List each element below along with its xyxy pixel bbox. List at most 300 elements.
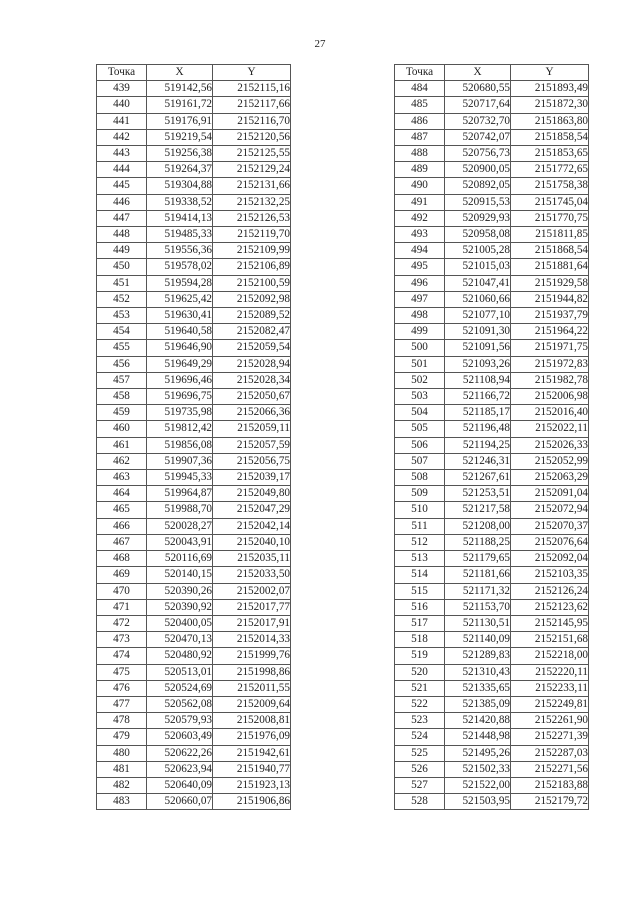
cell-point: 523 (395, 713, 445, 729)
table-row (395, 794, 589, 810)
cell-x: 521495,26 (445, 745, 511, 761)
cell-point: 455 (97, 340, 147, 356)
cell-point: 452 (97, 291, 147, 307)
cell-x: 519338,52 (147, 194, 213, 210)
cell-y: 2151772,65 (511, 162, 589, 178)
cell-point: 513 (395, 551, 445, 567)
cell-point: 469 (97, 567, 147, 583)
cell-point: 501 (395, 356, 445, 372)
table-row (395, 761, 589, 777)
cell-point: 474 (97, 648, 147, 664)
cell-x: 520513,01 (147, 664, 213, 680)
coordinates-table-right (394, 64, 589, 810)
cell-x: 520929,93 (445, 210, 511, 226)
cell-x: 520742,07 (445, 129, 511, 145)
table-row (395, 113, 589, 129)
cell-y: 2152109,99 (213, 243, 291, 259)
table-row (97, 518, 291, 534)
cell-point: 464 (97, 486, 147, 502)
cell-point: 460 (97, 421, 147, 437)
cell-point: 477 (97, 696, 147, 712)
table-header-row (395, 65, 589, 81)
cell-x: 521015,03 (445, 259, 511, 275)
cell-x: 520400,05 (147, 615, 213, 631)
table-row (97, 259, 291, 275)
table-row (395, 729, 589, 745)
cell-y: 2152271,39 (511, 729, 589, 745)
cell-y: 2152092,04 (511, 551, 589, 567)
table-row (395, 453, 589, 469)
cell-y: 2152151,68 (511, 632, 589, 648)
cell-y: 2151923,13 (213, 777, 291, 793)
cell-point: 515 (395, 583, 445, 599)
cell-y: 2152116,70 (213, 113, 291, 129)
cell-y: 2152082,47 (213, 324, 291, 340)
table-row (97, 534, 291, 550)
cell-x: 519625,42 (147, 291, 213, 307)
table-row (395, 518, 589, 534)
cell-point: 482 (97, 777, 147, 793)
cell-x: 521181,66 (445, 567, 511, 583)
cell-y: 2151944,82 (511, 291, 589, 307)
cell-y: 2152049,80 (213, 486, 291, 502)
table-row (97, 81, 291, 97)
cell-x: 520390,26 (147, 583, 213, 599)
table-row (97, 308, 291, 324)
cell-y: 2152022,11 (511, 421, 589, 437)
cell-y: 2151868,54 (511, 243, 589, 259)
cell-point: 500 (395, 340, 445, 356)
cell-y: 2151942,61 (213, 745, 291, 761)
cell-y: 2152091,04 (511, 486, 589, 502)
cell-y: 2151972,83 (511, 356, 589, 372)
cell-x: 520900,05 (445, 162, 511, 178)
cell-x: 520562,08 (147, 696, 213, 712)
table-row (97, 696, 291, 712)
cell-x: 519176,91 (147, 113, 213, 129)
cell-x: 521166,72 (445, 389, 511, 405)
cell-point: 492 (395, 210, 445, 226)
cell-point: 527 (395, 777, 445, 793)
cell-x: 520892,05 (445, 178, 511, 194)
cell-point: 491 (395, 194, 445, 210)
cell-point: 506 (395, 437, 445, 453)
cell-point: 520 (395, 664, 445, 680)
table-row (395, 745, 589, 761)
table-row (395, 308, 589, 324)
cell-x: 521171,32 (445, 583, 511, 599)
cell-point: 485 (395, 97, 445, 113)
table-row (97, 486, 291, 502)
cell-x: 520140,15 (147, 567, 213, 583)
coordinates-table-left (96, 64, 291, 810)
cell-x: 519696,75 (147, 389, 213, 405)
cell-x: 519856,08 (147, 437, 213, 453)
cell-y: 2152129,24 (213, 162, 291, 178)
table-row (97, 437, 291, 453)
cell-x: 521253,51 (445, 486, 511, 502)
table-row (395, 178, 589, 194)
table-row (97, 275, 291, 291)
cell-y: 2152033,50 (213, 567, 291, 583)
table-row (395, 210, 589, 226)
cell-x: 521153,70 (445, 599, 511, 615)
cell-y: 2151976,09 (213, 729, 291, 745)
cell-x: 521091,56 (445, 340, 511, 356)
cell-point: 468 (97, 551, 147, 567)
cell-y: 2151937,79 (511, 308, 589, 324)
cell-x: 521208,00 (445, 518, 511, 534)
cell-point: 524 (395, 729, 445, 745)
cell-y: 2152059,54 (213, 340, 291, 356)
cell-x: 519256,38 (147, 146, 213, 162)
cell-y: 2151999,76 (213, 648, 291, 664)
cell-y: 2152035,11 (213, 551, 291, 567)
cell-x: 520116,69 (147, 551, 213, 567)
cell-x: 519988,70 (147, 502, 213, 518)
cell-y: 2152120,56 (213, 129, 291, 145)
cell-x: 519735,98 (147, 405, 213, 421)
table-row (395, 696, 589, 712)
table-row (395, 615, 589, 631)
cell-point: 521 (395, 680, 445, 696)
table-row (97, 713, 291, 729)
cell-x: 521503,95 (445, 794, 511, 810)
cell-point: 510 (395, 502, 445, 518)
cell-point: 509 (395, 486, 445, 502)
table-row (97, 794, 291, 810)
cell-x: 521140,09 (445, 632, 511, 648)
cell-y: 2151929,58 (511, 275, 589, 291)
table-row (97, 680, 291, 696)
cell-point: 440 (97, 97, 147, 113)
table-row (395, 502, 589, 518)
cell-x: 520043,91 (147, 534, 213, 550)
table-row (97, 405, 291, 421)
table-row (395, 356, 589, 372)
cell-x: 521448,98 (445, 729, 511, 745)
cell-x: 519964,87 (147, 486, 213, 502)
cell-x: 521077,10 (445, 308, 511, 324)
cell-point: 445 (97, 178, 147, 194)
cell-point: 444 (97, 162, 147, 178)
cell-x: 521188,25 (445, 534, 511, 550)
table-row (395, 291, 589, 307)
cell-point: 519 (395, 648, 445, 664)
table-row (97, 551, 291, 567)
cell-y: 2152089,52 (213, 308, 291, 324)
cell-point: 497 (395, 291, 445, 307)
cell-point: 484 (395, 81, 445, 97)
table-row (97, 356, 291, 372)
cell-x: 520623,94 (147, 761, 213, 777)
cell-x: 520390,92 (147, 599, 213, 615)
cell-x: 520640,09 (147, 777, 213, 793)
cell-x: 521185,17 (445, 405, 511, 421)
cell-y: 2151964,22 (511, 324, 589, 340)
cell-point: 475 (97, 664, 147, 680)
table-row (395, 324, 589, 340)
cell-x: 520603,49 (147, 729, 213, 745)
cell-y: 2152115,16 (213, 81, 291, 97)
table-row (97, 632, 291, 648)
cell-y: 2151745,04 (511, 194, 589, 210)
cell-y: 2151881,64 (511, 259, 589, 275)
table-row (395, 97, 589, 113)
cell-x: 519414,13 (147, 210, 213, 226)
cell-point: 446 (97, 194, 147, 210)
cell-point: 507 (395, 453, 445, 469)
table-row (97, 243, 291, 259)
cell-x: 519219,54 (147, 129, 213, 145)
table-row (395, 81, 589, 97)
cell-y: 2151872,30 (511, 97, 589, 113)
table-row (395, 421, 589, 437)
table-row (395, 680, 589, 696)
cell-y: 2152076,64 (511, 534, 589, 550)
cell-point: 499 (395, 324, 445, 340)
cell-x: 521047,41 (445, 275, 511, 291)
cell-point: 454 (97, 324, 147, 340)
cell-y: 2152017,77 (213, 599, 291, 615)
table-row (395, 243, 589, 259)
table-row (97, 194, 291, 210)
cell-y: 2151811,85 (511, 227, 589, 243)
cell-y: 2152249,81 (511, 696, 589, 712)
cell-y: 2152059,11 (213, 421, 291, 437)
page-number: 27 (314, 38, 326, 50)
cell-point: 525 (395, 745, 445, 761)
cell-y: 2152066,36 (213, 405, 291, 421)
cell-point: 473 (97, 632, 147, 648)
cell-x: 519640,58 (147, 324, 213, 340)
cell-point: 471 (97, 599, 147, 615)
cell-point: 526 (395, 761, 445, 777)
cell-point: 442 (97, 129, 147, 145)
table-row (395, 389, 589, 405)
cell-x: 521196,48 (445, 421, 511, 437)
cell-y: 2152145,95 (511, 615, 589, 631)
table-row (97, 97, 291, 113)
cell-y: 2152179,72 (511, 794, 589, 810)
cell-y: 2152261,90 (511, 713, 589, 729)
cell-point: 481 (97, 761, 147, 777)
cell-x: 521310,43 (445, 664, 511, 680)
cell-point: 483 (97, 794, 147, 810)
cell-y: 2152063,29 (511, 470, 589, 486)
cell-point: 443 (97, 146, 147, 162)
cell-y: 2152002,07 (213, 583, 291, 599)
table-row (97, 113, 291, 129)
cell-point: 451 (97, 275, 147, 291)
cell-y: 2152287,03 (511, 745, 589, 761)
cell-y: 2151982,78 (511, 372, 589, 388)
table-row (97, 502, 291, 518)
cell-x: 520480,92 (147, 648, 213, 664)
cell-y: 2152057,59 (213, 437, 291, 453)
cell-y: 2152050,67 (213, 389, 291, 405)
cell-x: 521179,65 (445, 551, 511, 567)
cell-x: 521130,51 (445, 615, 511, 631)
cell-point: 508 (395, 470, 445, 486)
cell-x: 519142,56 (147, 81, 213, 97)
table-row (97, 615, 291, 631)
table-row (97, 421, 291, 437)
cell-point: 498 (395, 308, 445, 324)
cell-y: 2151906,86 (213, 794, 291, 810)
cell-y: 2152039,17 (213, 470, 291, 486)
cell-point: 447 (97, 210, 147, 226)
cell-x: 521502,33 (445, 761, 511, 777)
cell-y: 2152233,11 (511, 680, 589, 696)
cell-point: 465 (97, 502, 147, 518)
cell-point: 518 (395, 632, 445, 648)
cell-y: 2152040,10 (213, 534, 291, 550)
table-row (395, 437, 589, 453)
cell-x: 519264,37 (147, 162, 213, 178)
cell-x: 520756,73 (445, 146, 511, 162)
table-row (395, 259, 589, 275)
cell-point: 450 (97, 259, 147, 275)
cell-y: 2152006,98 (511, 389, 589, 405)
table-row (97, 372, 291, 388)
cell-y: 2151893,49 (511, 81, 589, 97)
cell-x: 520660,07 (147, 794, 213, 810)
cell-x: 520524,69 (147, 680, 213, 696)
table-row (97, 324, 291, 340)
table-row (97, 664, 291, 680)
cell-point: 470 (97, 583, 147, 599)
cell-point: 458 (97, 389, 147, 405)
table-header-row (97, 65, 291, 81)
table-row (97, 389, 291, 405)
cell-x: 521194,25 (445, 437, 511, 453)
cell-y: 2152014,33 (213, 632, 291, 648)
table-row (97, 146, 291, 162)
table-row (97, 162, 291, 178)
cell-y: 2152123,62 (511, 599, 589, 615)
cell-y: 2151940,77 (213, 761, 291, 777)
cell-point: 479 (97, 729, 147, 745)
column-header-point: Точка (97, 65, 147, 81)
cell-point: 466 (97, 518, 147, 534)
cell-x: 521267,61 (445, 470, 511, 486)
cell-x: 519304,88 (147, 178, 213, 194)
cell-x: 521420,88 (445, 713, 511, 729)
table-row (395, 664, 589, 680)
cell-point: 495 (395, 259, 445, 275)
cell-y: 2152183,88 (511, 777, 589, 793)
cell-x: 520717,64 (445, 97, 511, 113)
cell-point: 516 (395, 599, 445, 615)
table-row (395, 470, 589, 486)
cell-y: 2152126,53 (213, 210, 291, 226)
cell-y: 2151853,65 (511, 146, 589, 162)
cell-x: 521385,09 (445, 696, 511, 712)
cell-x: 521060,66 (445, 291, 511, 307)
column-header-y: Y (511, 65, 589, 81)
table-row (97, 729, 291, 745)
table-row (97, 340, 291, 356)
column-header-y: Y (213, 65, 291, 81)
table-row (97, 599, 291, 615)
cell-y: 2152125,55 (213, 146, 291, 162)
table-row (395, 713, 589, 729)
cell-point: 504 (395, 405, 445, 421)
cell-point: 490 (395, 178, 445, 194)
cell-point: 489 (395, 162, 445, 178)
table-row (395, 227, 589, 243)
cell-point: 528 (395, 794, 445, 810)
cell-point: 505 (395, 421, 445, 437)
cell-point: 439 (97, 81, 147, 97)
cell-point: 463 (97, 470, 147, 486)
cell-y: 2152056,75 (213, 453, 291, 469)
table-row (97, 761, 291, 777)
table-row (97, 178, 291, 194)
table-row (97, 129, 291, 145)
cell-x: 519945,33 (147, 470, 213, 486)
table-row (395, 486, 589, 502)
cell-x: 520958,08 (445, 227, 511, 243)
cell-point: 522 (395, 696, 445, 712)
cell-x: 521289,83 (445, 648, 511, 664)
table-row (97, 567, 291, 583)
cell-point: 496 (395, 275, 445, 291)
cell-y: 2152131,66 (213, 178, 291, 194)
cell-y: 2152220,11 (511, 664, 589, 680)
column-header-point: Точка (395, 65, 445, 81)
cell-x: 520622,26 (147, 745, 213, 761)
cell-x: 521093,26 (445, 356, 511, 372)
cell-y: 2152271,56 (511, 761, 589, 777)
cell-y: 2152119,70 (213, 227, 291, 243)
cell-x: 520579,93 (147, 713, 213, 729)
table-row (395, 146, 589, 162)
table-row (97, 583, 291, 599)
cell-y: 2152016,40 (511, 405, 589, 421)
cell-x: 519649,29 (147, 356, 213, 372)
table-row (97, 470, 291, 486)
cell-x: 519907,36 (147, 453, 213, 469)
cell-point: 514 (395, 567, 445, 583)
cell-x: 519578,02 (147, 259, 213, 275)
cell-x: 519485,33 (147, 227, 213, 243)
table-row (97, 227, 291, 243)
cell-x: 521335,65 (445, 680, 511, 696)
cell-x: 519556,36 (147, 243, 213, 259)
cell-x: 520470,13 (147, 632, 213, 648)
table-row (395, 405, 589, 421)
cell-y: 2152008,81 (213, 713, 291, 729)
cell-y: 2152009,64 (213, 696, 291, 712)
cell-point: 457 (97, 372, 147, 388)
cell-point: 461 (97, 437, 147, 453)
cell-point: 472 (97, 615, 147, 631)
cell-x: 521091,30 (445, 324, 511, 340)
cell-x: 520680,55 (445, 81, 511, 97)
cell-y: 2152106,89 (213, 259, 291, 275)
table-row (395, 632, 589, 648)
cell-point: 480 (97, 745, 147, 761)
table-row (395, 648, 589, 664)
cell-y: 2152126,24 (511, 583, 589, 599)
table-row (97, 291, 291, 307)
table-row (97, 648, 291, 664)
cell-x: 520915,53 (445, 194, 511, 210)
cell-y: 2151971,75 (511, 340, 589, 356)
cell-y: 2152026,33 (511, 437, 589, 453)
